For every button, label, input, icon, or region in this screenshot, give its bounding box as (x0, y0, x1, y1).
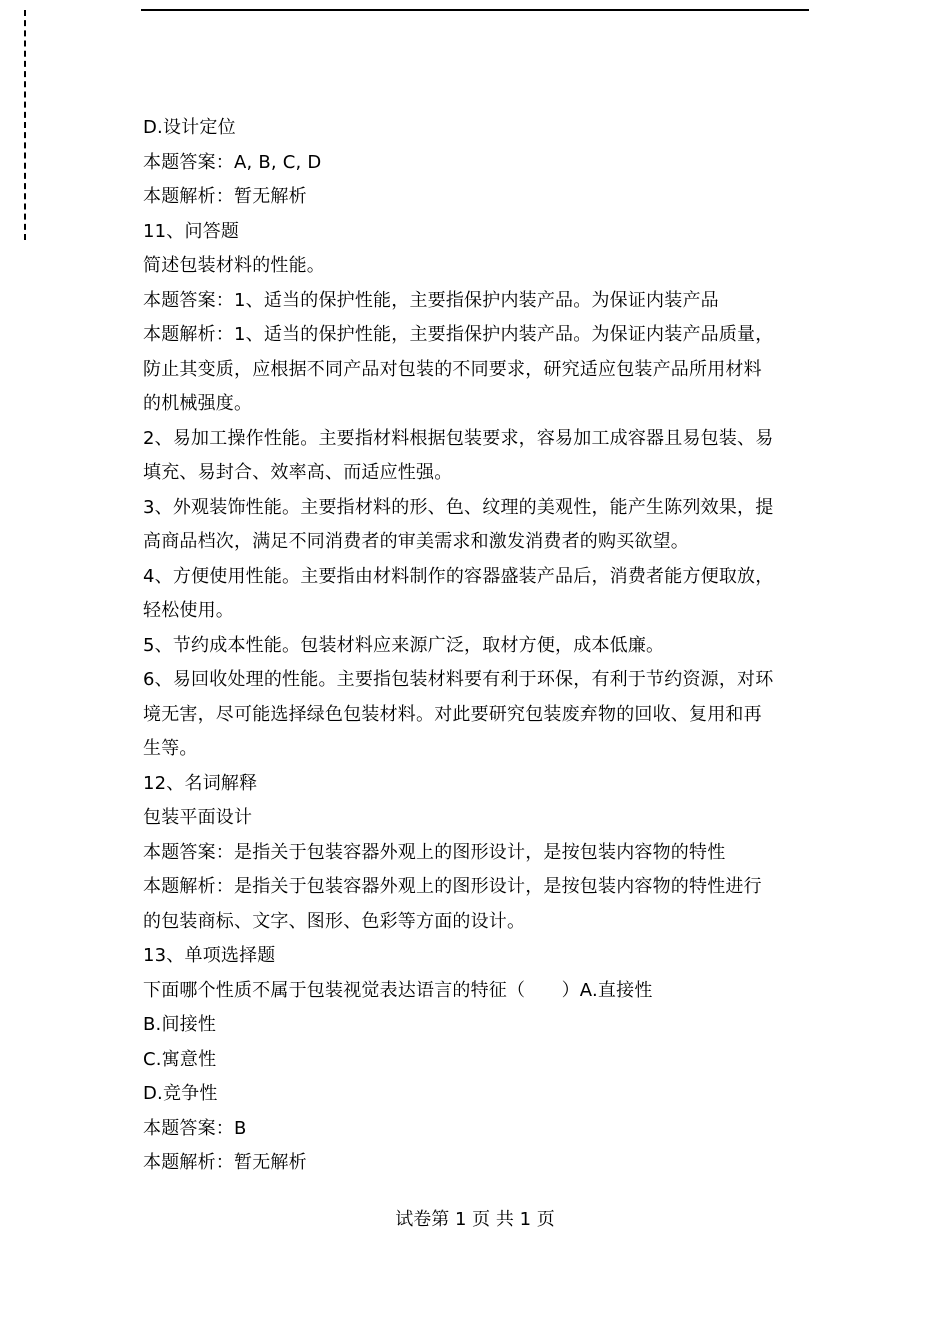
q11-answer: 本题答案：1、适当的保护性能，主要指保护内装产品。为保证内装产品 (143, 289, 719, 311)
q13-option-c: C.寓意性 (143, 1048, 217, 1070)
q11-heading: 11、问答题 (143, 220, 240, 242)
q12-heading: 12、名词解释 (143, 772, 258, 794)
header-rule (141, 9, 809, 11)
q11-question: 简述包装材料的性能。 (143, 255, 325, 276)
q13-option-d: D.竞争性 (143, 1083, 218, 1104)
q11-analysis-line: 生等。 (143, 738, 198, 759)
q11-analysis-line: 5、节约成本性能。包装材料应来源广泛，取材方便，成本低廉。 (143, 634, 665, 656)
q12-analysis-line: 本题解析：是指关于包装容器外观上的图形设计，是按包装内容物的特性进行 (143, 876, 762, 897)
q11-analysis-line: 防止其变质，应根据不同产品对包装的不同要求，研究适应包装产品所用材料 (143, 358, 762, 380)
q10-answer: 本题答案：A, B, C, D (143, 151, 322, 173)
binding-margin-dashes (24, 10, 26, 240)
q11-analysis-line: 填充、易封合、效率高、而适应性强。 (143, 462, 453, 483)
q13-question: 下面哪个性质不属于包装视觉表达语言的特征（ ）A.直接性 (143, 979, 653, 1001)
q11-analysis-line: 本题解析：1、适当的保护性能，主要指保护内装产品。为保证内装产品质量， (143, 324, 774, 345)
q11-analysis-line: 境无害，尽可能选择绿色包装材料。对此要研究包装废弃物的回收、复用和再 (143, 703, 762, 725)
q13-heading: 13、单项选择题 (143, 945, 276, 966)
q11-analysis-line: 3、外观装饰性能。主要指材料的形、色、纹理的美观性，能产生陈列效果，提 (143, 496, 774, 518)
q12-answer: 本题答案：是指关于包装容器外观上的图形设计，是按包装内容物的特性 (143, 841, 726, 863)
q13-answer: 本题答案：B (143, 1117, 247, 1139)
page-footer: 试卷第 1 页 共 1 页 (395, 1209, 555, 1230)
q11-analysis-line: 2、易加工操作性能。主要指材料根据包装要求，容易加工成容器且易包装、易 (143, 427, 774, 449)
q13-analysis: 本题解析：暂无解析 (143, 1152, 307, 1173)
q12-term: 包装平面设计 (143, 807, 253, 828)
q11-analysis-line: 高商品档次，满足不同消费者的审美需求和激发消费者的购买欲望。 (143, 531, 689, 552)
q11-analysis-line: 4、方便使用性能。主要指由材料制作的容器盛装产品后，消费者能方便取放， (143, 565, 774, 587)
q11-analysis-line: 6、易回收处理的性能。主要指包装材料要有利于环保，有利于节约资源，对环 (143, 669, 774, 690)
document-body (143, 111, 809, 1181)
q12-analysis-line: 的包装商标、文字、图形、色彩等方面的设计。 (143, 910, 526, 932)
q13-option-b: B.间接性 (143, 1014, 217, 1035)
q11-analysis-line: 的机械强度。 (143, 393, 253, 414)
option-d-design-positioning: D.设计定位 (143, 117, 236, 138)
q11-analysis-line: 轻松使用。 (143, 600, 234, 621)
q10-analysis: 本题解析：暂无解析 (143, 186, 307, 207)
